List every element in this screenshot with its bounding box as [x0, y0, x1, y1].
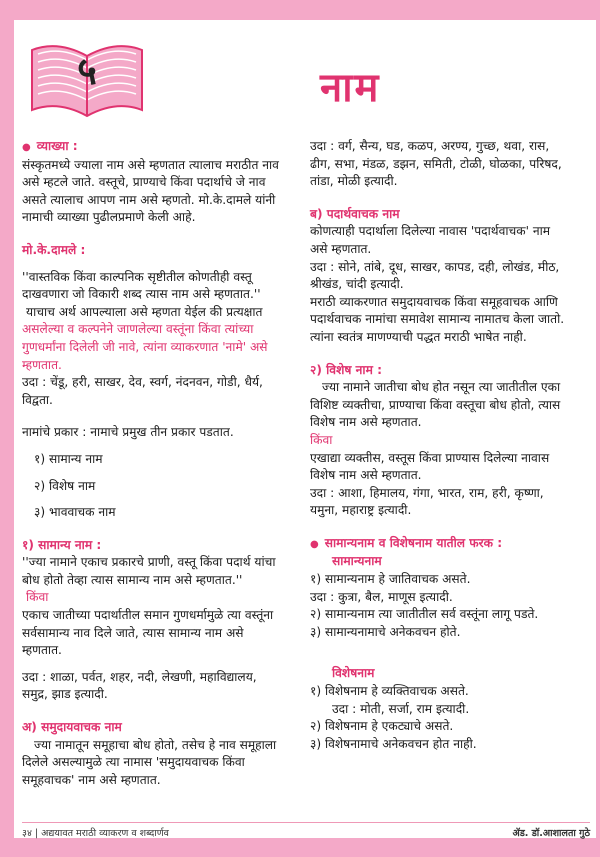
example-line: तांडा, मोळी इत्यादी.	[310, 174, 398, 189]
section-heading: सामान्यनाम व विशेषनाम यातील फरक :	[324, 535, 503, 550]
text-line: असे म्हटले जाते. वस्तूचे, प्राण्याचे किंवा पदार्थाचे जे नाव	[22, 175, 266, 190]
example-line: ढीग, सभा, मंडळ, डझन, समिती, टोळी, घोळका, परिषद,	[310, 156, 562, 171]
left-column	[22, 138, 300, 789]
list-item: २) विशेष नाम	[34, 478, 96, 493]
list-item: ३) भाववाचक नाम	[34, 505, 116, 520]
list-item: २) विशेषनाम हे एकट्याचे असते.	[310, 719, 454, 734]
list-item: १) सामान्य नाम	[34, 451, 103, 466]
example-line: विद्वता.	[22, 392, 53, 407]
example-line: उदा : वर्ग, सैन्य, घड, कळप, अरण्य, गुच्छ, थवा, रास,	[310, 139, 550, 153]
text-line: सर्वसामान्य नाव दिले जाते, त्यास सामान्य नाम असे	[22, 625, 244, 640]
list-item: २) सामान्यनाम त्या जातीतील सर्व वस्तूंना लागू पडते.	[310, 607, 539, 622]
footer	[22, 826, 590, 842]
text-line: पदार्थवाचक नामांचा समावेश सामान्य नामातच केला जातो.	[310, 312, 565, 327]
bullet-icon: ●	[310, 538, 319, 550]
example-line: उदा : कुत्रा, बैल, माणूस इत्यादी.	[310, 589, 453, 604]
text-line: एखाद्या व्यक्तीस, वस्तूस किंवा प्राण्यास दिलेल्या नावास	[310, 450, 550, 465]
text-line: ''वास्तविक किंवा काल्पनिक सृष्टीतील कोणतीही वस्तू	[22, 269, 252, 284]
text-line: एकाच जातीच्या पदार्थातील समान गुणधर्मामुळे त्या वस्तूंना	[22, 608, 274, 623]
section-heading: १) सामान्य नाम :	[22, 537, 102, 552]
text-line: ज्या नामाने जातीचा बोध होत नसून त्या जातीतील एका	[322, 380, 561, 395]
or-label: किंवा	[310, 432, 333, 447]
example-line: उदा : शाळा, पर्वत, शहर, नदी, लेखणी, महाविद्यालय,	[22, 669, 257, 684]
section-heading: २) विशेष नाम :	[310, 362, 382, 377]
text-line: ज्या नामातून समूहाचा बोध होतो, तसेच हे नाव समूहाला	[34, 737, 277, 752]
example-line: श्रीखंड, चांदी इत्यादी.	[310, 277, 404, 292]
text-line: संस्कृतमध्ये ज्याला नाम असे म्हणतात त्यालाच मराठीत नाव	[22, 157, 279, 172]
text-line: दिलेले असल्यामुळे त्या नामास 'समुदायवाचक किंवा	[22, 755, 245, 770]
section-heading: व्याख्या :	[36, 139, 78, 153]
footer-author: ॲड. डॉ.आशालता गुठे	[512, 828, 590, 839]
footer-page-info: ३४ | अद्ययावत मराठी व्याकरण व शब्दार्णव	[22, 828, 169, 839]
example-line: उदा : आशा, हिमालय, गंगा, भारत, राम, हरी, कृष्णा,	[310, 485, 544, 500]
bullet-icon: ●	[22, 142, 31, 153]
chapter-number: ५	[77, 48, 97, 93]
section-heading: ब) पदार्थवाचक नाम	[310, 206, 400, 221]
text-line: बोध होतो तेव्हा त्यास सामान्य नाम असे म्हणतात.''	[22, 572, 243, 587]
highlight-line: असलेल्या व कल्पनेने जाणलेल्या वस्तूंना किंवा त्यांच्या	[22, 322, 254, 337]
footer-divider	[22, 822, 590, 823]
text-line: ''ज्या नामाने एकाच प्रकारचे प्राणी, वस्तू किंवा पदार्थ यांचा	[22, 555, 276, 570]
types-line: नामांचे प्रकार : नामाचे प्रमुख तीन प्रकार पडतात.	[22, 425, 234, 440]
right-column	[310, 138, 588, 753]
list-item: १) सामान्यनाम हे जातिवाचक असते.	[310, 572, 471, 587]
subheading: विशेषनाम	[332, 666, 375, 681]
list-item: ३) सामान्यनामाचे अनेकवचन होते.	[310, 624, 461, 639]
list-item: ३) विशेषनामाचे अनेकवचन होत नाही.	[310, 736, 477, 751]
text-line: असे म्हणतात.	[310, 241, 372, 256]
text-line: विशेष नाम असे म्हणतात.	[310, 415, 422, 430]
text-line: म्हणतात.	[22, 643, 62, 658]
text-line: नामाची व्याख्या पुढीलप्रमाणे केली आहे.	[22, 210, 196, 225]
section-heading: अ) समुदायवाचक नाम	[22, 720, 122, 735]
or-label: किंवा	[26, 590, 49, 605]
highlight-line: गुणधर्मांना दिलेली जी नावे, त्यांना व्याकरणात 'नामे' असे	[22, 339, 268, 354]
example-line: यमुना, महाराष्ट्र इत्यादी.	[310, 503, 412, 518]
page-title: नाम	[320, 65, 381, 111]
example-line: उदा : चेंडू, हरी, साखर, देव, स्वर्ग, नंदनवन, गोडी, धैर्य,	[22, 375, 263, 390]
example-line: समुद्र, झाड इत्यादी.	[22, 687, 108, 702]
text-line: मराठी व्याकरणात समुदायवाचक किंवा समूहवाचक आणि	[310, 294, 558, 309]
highlight-line: म्हणतात.	[22, 357, 62, 372]
example-line: उदा : सोने, तांबे, दूध, साखर, कापड, दही, लोखंड, मीठ,	[310, 259, 560, 274]
text-line: असते त्यालाच आपण नाम असे म्हणतो. मो.के.दामले यांनी	[22, 192, 276, 207]
example-line: उदा : मोती, सर्जा, राम इत्यादी.	[332, 701, 470, 716]
section-heading: मो.के.दामले :	[22, 242, 86, 257]
text-line: त्यांना स्वतंत्र माणण्याची पद्धत मराठी भाषेत नाही.	[310, 329, 527, 344]
subheading: सामान्यनाम	[332, 554, 382, 569]
list-item: १) विशेषनाम हे व्यक्तिवाचक असते.	[310, 684, 469, 699]
text-line: याचाच अर्थ आपल्याला असे म्हणता येईल की प्रत्यक्षात	[26, 304, 263, 319]
text-line: समूहवाचक' नाम असे म्हणतात.	[22, 772, 161, 787]
text-line: कोणत्याही पदार्थाला दिलेल्या नावास 'पदार्थवाचक' नाम	[310, 224, 551, 239]
text-line: विशेष नाम असे म्हणतात.	[310, 468, 422, 483]
text-line: दाखवणारा जो विकारी शब्द त्यास नाम असे म्हणतात.''	[22, 287, 261, 302]
text-line: विशिष्ट व्यक्तीचा, प्राण्याचा किंवा वस्तूचा बोध होतो, त्यास	[310, 397, 561, 412]
